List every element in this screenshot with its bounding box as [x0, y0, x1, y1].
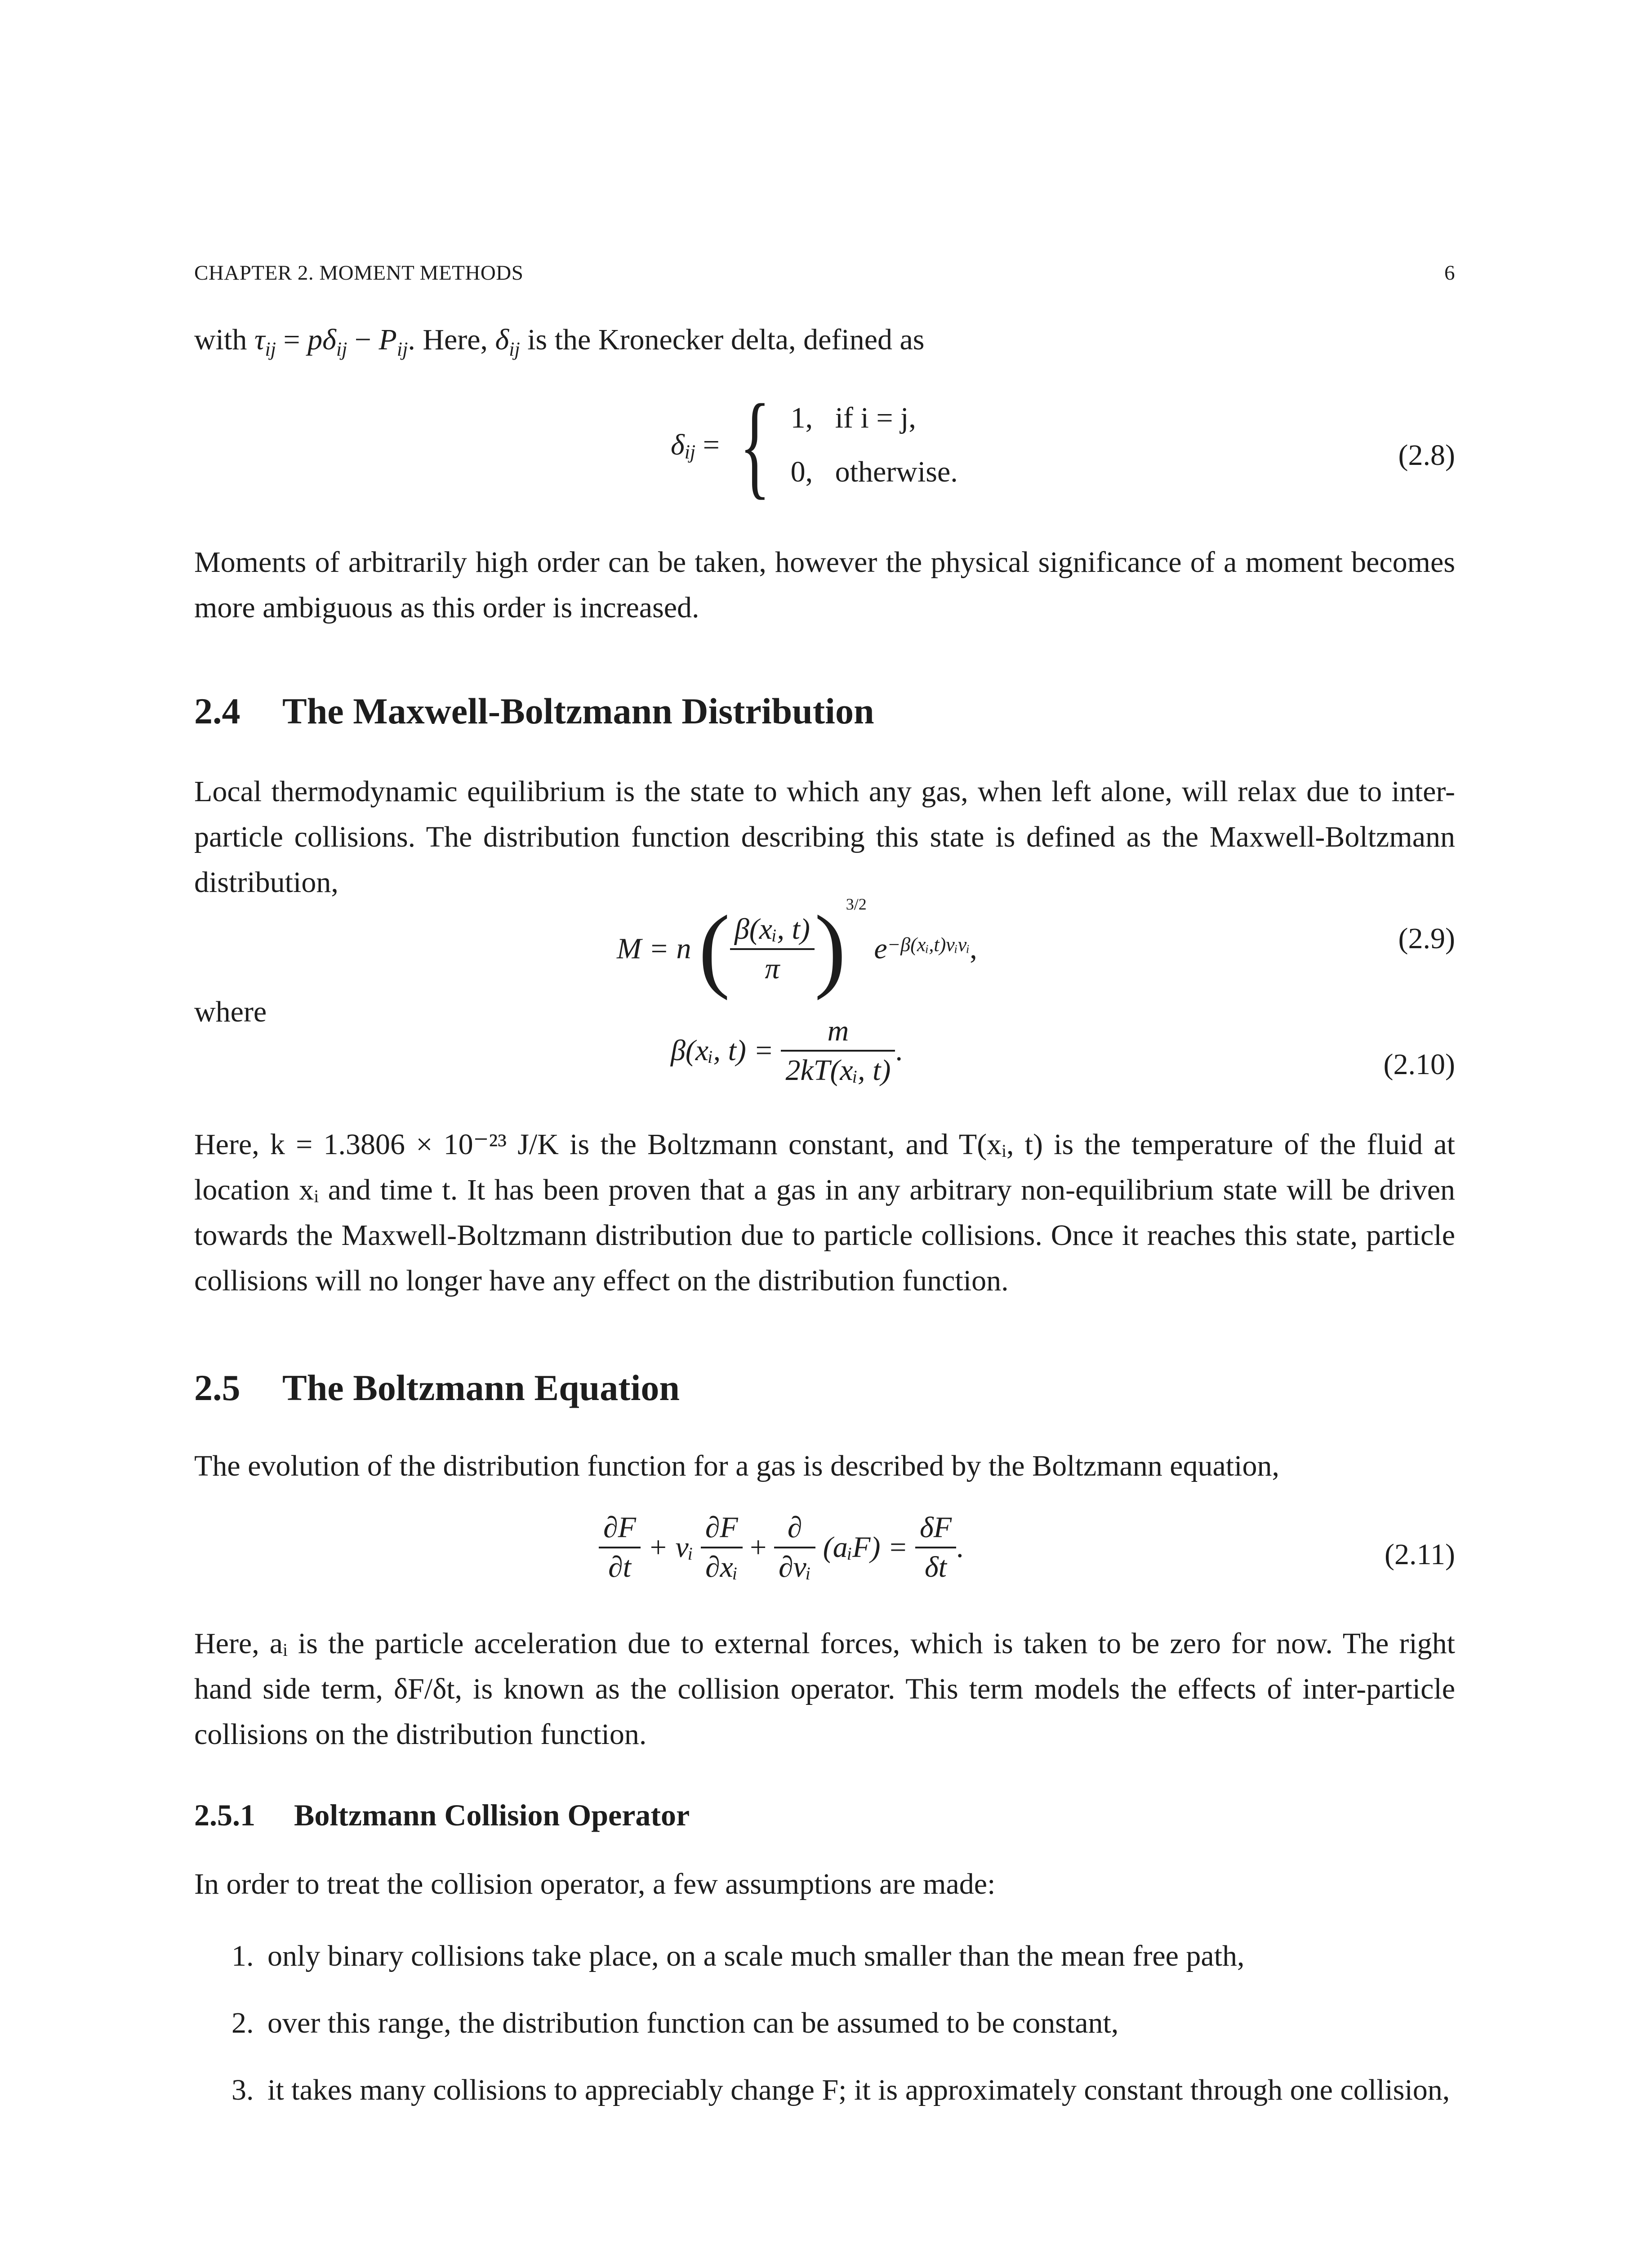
equation-2-8: $\delta_{ij}$ = { 1, if i = j, 0, otherwise.	[671, 380, 958, 510]
fraction-beta-over-pi: $\frac{\text{β(xᵢ, t)}}{\pi}$	[730, 912, 815, 986]
list-item: 2. over this range, the distribution function can be assumed to be constant,	[232, 2007, 1119, 2039]
paragraph-moments: Moments of arbitrarily high order can be taken, however the physical significance of a moment becomes more ambiguous as this order is increased.	[194, 546, 1455, 624]
list-item: 1. only binary collisions take place, on a scale much smaller than the mean free path,	[232, 1940, 1245, 1972]
running-header	[194, 261, 1455, 285]
section-heading-2-4: 2.4 The Maxwell-Boltzmann Distribution	[194, 691, 874, 731]
paragraph-equilibrium: Local thermodynamic equilibrium is the state to which any gas, when left alone, will relax due to inter-particle collisions. The distribution function describing this state is defined as the Maxwell-Boltzmann distribution,	[194, 775, 1455, 899]
paragraph-evolution: The evolution of the distribution function for a gas is described by the Boltzmann equation,	[194, 1450, 1279, 1482]
page-number: 6	[1444, 261, 1455, 285]
paragraph-kronecker-intro: with $\tau_{ij} = p\delta_{ij} - P_{ij}$. Here, $\delta_{ij}$ is the Kronecker delta, defined as	[194, 323, 925, 361]
assumptions-list	[194, 1933, 1455, 2113]
chapter-title: CHAPTER 2. MOMENT METHODS	[194, 261, 524, 285]
paragraph-boltzmann-constant: Here, k = 1.3806 × 10⁻²³ J/K is the Boltzmann constant, and T(xᵢ, t) is the temperature of the fluid at location xᵢ and time t. It has been proven that a gas in any arbitrary non-equilibrium state will be driven towards the Maxwell-Boltzmann distribution due to particle collisions. Once it reaches this state, particle collisions will no longer have any effect on the distribution function.	[194, 1128, 1455, 1297]
paragraph-assumptions: In order to treat the collision operator, a few assumptions are made:	[194, 1868, 996, 1900]
equation-2-10: β(xᵢ, t) = $\frac{m}{\text{2kT(xᵢ, t)}}$ .	[671, 1014, 903, 1087]
subsection-heading-2-5-1: 2.5.1 Boltzmann Collision Operator	[194, 1798, 690, 1832]
equation-number-2-8: (2.8)	[1398, 439, 1455, 472]
equation-number-2-9: (2.9)	[1398, 922, 1455, 955]
page	[194, 0, 1455, 2248]
equation-2-9: M = n ( $\frac{\text{β(xᵢ, t)}}{\pi}$ )$^{3/2}$ $e^{-\beta(xᵢ,t)vᵢvᵢ}$,	[617, 895, 977, 1001]
section-heading-2-5: 2.5 The Boltzmann Equation	[194, 1367, 680, 1408]
left-brace: {	[739, 380, 771, 510]
equation-number-2-11: (2.11)	[1384, 1538, 1455, 1571]
paragraph-acceleration: Here, aᵢ is the particle acceleration due to external forces, which is taken to be zero for now. The right hand side term, δF/δt, is known as the collision operator. This term models the effects of inter-particle collisions on the distribution function.	[194, 1627, 1455, 1751]
fraction-m-over-2kt: $\frac{m}{\text{2kT(xᵢ, t)}}$	[781, 1014, 895, 1088]
cases: 1, if i = j, 0, otherwise.	[790, 401, 958, 488]
word-where: where	[194, 995, 267, 1028]
list-item: 3. it takes many collisions to appreciably change F; it is approximately constant through one collision,	[232, 2074, 1450, 2106]
equation-number-2-10: (2.10)	[1383, 1048, 1455, 1081]
equation-2-11: $\frac{\partial F}{\partial t}$ + vᵢ $\frac{\partial F}{\text{∂xᵢ}}$ + $\frac{\partial}{\text{∂vᵢ}}$ (aᵢF) = $\frac{\delta F}{\delta t}$ .	[599, 1511, 964, 1584]
